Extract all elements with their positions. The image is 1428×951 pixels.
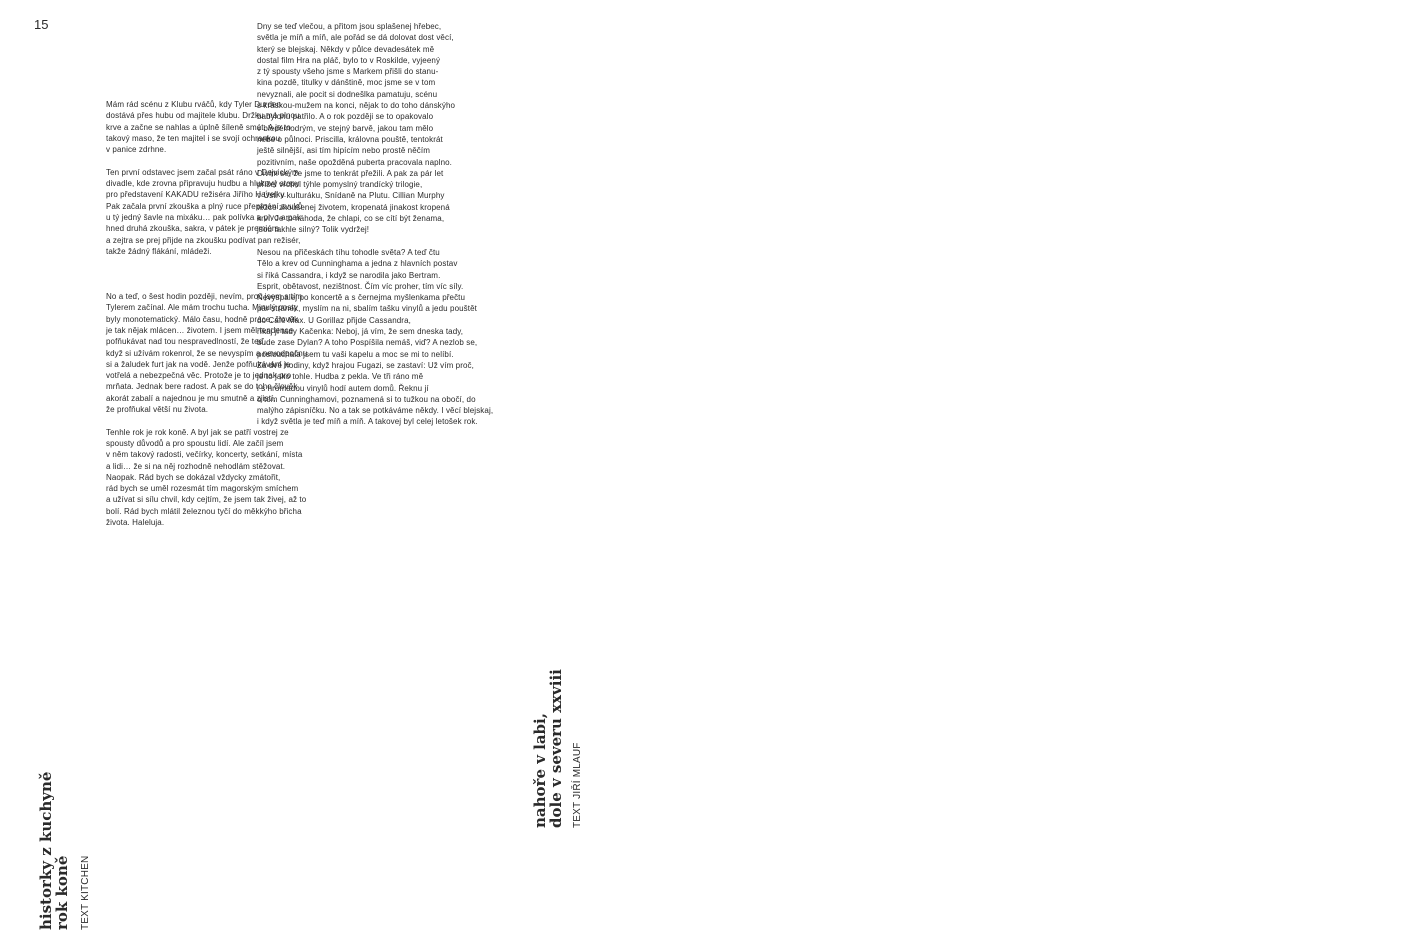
body-text-line: z tý spousty všeho jsme s Markem přišli do stanu-: [257, 67, 439, 77]
body-text-line: když si užívám rokenrol, že se nevyspím a nevodpočnu: [106, 348, 308, 358]
body-text-line: nebe o půlnoci. Priscilla, královna pouště, tentokrát: [257, 134, 443, 144]
body-text-line: pár stránek, myslím na ni, sbalím tašku vinylů a jedu pouštět: [257, 304, 477, 314]
body-text-line: o tom Cunninghamovi, poznamená si to tužkou na obočí, do: [257, 394, 476, 404]
body-text-line: malýho zápisníčku. No a tak se potkáváme někdy. I věcí blejskaj,: [257, 406, 494, 416]
body-text-line: s kráskou-mužem na konci, nějak to do toho dánskýho: [257, 101, 456, 111]
article-labi-title-line: dole v severu xxviii: [547, 669, 565, 828]
body-text-line: do Café Max. U Gorillaz přijde Cassandra,: [257, 315, 411, 325]
article-kitchen-body: [106, 99, 308, 528]
body-text-line: v bledémodrým, ve stejný barvě, jakou tam mělo: [257, 123, 434, 133]
body-text-line: dostal film Hra na pláč, bylo to v Roskilde, vyjeený: [257, 55, 441, 65]
body-text-line: bolí. Rád bych mlátil železnou tyčí do měkkýho břicha: [106, 506, 302, 516]
body-text-line: i s hromadou vinylů hodí autem domů. Řeknu jí: [257, 383, 429, 393]
body-text-line: poslouchala jsem tu vaši kapelu a moc se mi to nelíbí.: [257, 349, 454, 359]
article-labi-title: [532, 669, 564, 828]
body-text-line: Pak začala první zkouška a plný ruce přepínání zvuků: [106, 201, 303, 211]
article-labi-credit: TEXT JIŘÍ MLAUF: [572, 742, 583, 828]
body-text-line: světla je míň a míň, ale pořád se dá dolovat dost věcí,: [257, 33, 454, 43]
body-text-line: jsou takhle silný? Tolik vydržej!: [257, 225, 370, 235]
article-kitchen-title-line: historky z kuchyně: [37, 771, 55, 930]
body-text-line: hned druhá zkouška, sakra, v pátek je premiéra: [106, 224, 280, 234]
body-text-line: nevyznali, ale pocit si dodnešlka pamatuju, scénu: [257, 89, 438, 99]
body-text-line: a lidi… že si na něj rozhodně nehodlám stěžovat.: [106, 461, 286, 471]
page-number: 15: [34, 17, 49, 32]
body-text-line: spousty důvodů a pro spoustu lidí. Ale začíl jsem: [106, 438, 284, 448]
body-text-line: mrňata. Jednak bere radost. A pak se do toho člověk: [106, 382, 298, 392]
article-kitchen-title: [38, 772, 70, 930]
body-text-line: říkaj jí tady Kačenka: Neboj, já vím, že sem dneska tady,: [257, 327, 464, 337]
article-labi-title-line: nahoře v labi,: [531, 713, 549, 828]
body-text-line: Za dvě hodiny, když hrajou Fugazi, se zastaví: Už vím proč,: [257, 360, 474, 370]
body-text-line: přišel vrchol týhle pomyslný trandícký trilogie,: [257, 180, 423, 190]
body-text-line: [106, 155, 256, 166]
body-text-line: [106, 280, 256, 291]
body-text-line: krve a začne se nahlas a úplně šíleně smát. A je to: [106, 122, 291, 132]
body-text-line: [106, 415, 256, 426]
body-text-line: bude zase Dylan? A toho Pospíšila nemáš, viď? A nezlob se,: [257, 338, 478, 348]
body-text-line: těžce zkoušenej životem, kropenatá jinakost kropená: [257, 202, 450, 212]
body-text-line: Nesou na přičeskách tíhu tohodle světa? A teď čtu: [257, 247, 440, 257]
body-text-line: Tenhle rok je rok koně. A byl jak se patří vostrej ze: [106, 427, 289, 437]
article-kitchen-credit: TEXT KITCHEN: [80, 855, 91, 930]
body-text-line: je tak nějak mlácen… životem. I jsem měl tendence: [106, 325, 294, 335]
body-text-line: Ten první odstavec jsem začal psát ráno v Dejvickým: [106, 167, 299, 177]
body-text-line: divadle, kde zrovna připravuju hudbu a hlukový stopy: [106, 179, 300, 189]
body-text-line: [257, 236, 527, 247]
body-text-line: v Ústí v kulturáku, Snídaně na Plutu. Cillian Murphy: [257, 191, 445, 201]
body-text-line: Tělo a krev od Cunninghama a jedna z hlavních postav: [257, 259, 458, 269]
body-text-line: Naopak. Rád bych se dokázal vždycky zmátořit,: [106, 472, 281, 482]
body-text-line: si a žaludek furt jak na vodě. Jenže pofňukávání je: [106, 359, 291, 369]
body-text-line: krví. Je to náhoda, že chlapi, co se cítí být ženama,: [257, 214, 445, 224]
body-text-line: u tý jedný šavle na mixáku… pak polívka a pivo a pak: [106, 212, 302, 222]
body-text-line: takže žádný flákání, mládeži.: [106, 246, 212, 256]
body-text-line: kina pozdě, titulky v dánštině, moc jsme se v tom: [257, 78, 436, 88]
body-text-line: No a teď, o šest hodin později, nevím, proč jsem s tím: [106, 292, 303, 302]
body-text-line: rád bych se uměl rozesmát tím magorským smíchem: [106, 484, 299, 494]
body-text-line: který se blejskaj. Někdy v půlce devadesátek mě: [257, 44, 435, 54]
body-text-line: akorát zabalí a najednou je mu smutně a zjistí,: [106, 393, 276, 403]
body-text-line: pofňukávat nad tou nespravedlností, že teď,: [106, 337, 266, 347]
article-kitchen-title-line: rok koně: [53, 855, 71, 930]
body-text-line: si říká Cassandra, i když se narodila jako Bertram.: [257, 270, 441, 280]
body-text-line: a užívat si sílu chvil, kdy cejtím, že jsem tak živej, až to: [106, 495, 307, 505]
body-text-line: pro představení KAKADU režiséra Jiřího Havelky.: [106, 190, 287, 200]
body-text-line: života. Haleluja.: [106, 517, 165, 527]
body-text-line: takový maso, že ten majitel i se svojí ochrankou: [106, 133, 281, 143]
body-text-line: v něm takový radosti, večírky, koncerty, setkání, místa: [106, 450, 303, 460]
body-text-line: Nevyspalej po koncertě a s černejma myšlenkama přečtu: [257, 293, 466, 303]
body-text-line: a zejtra se prej přijde na zkoušku podívat pan režisér,: [106, 235, 301, 245]
body-text-line: i když světla je teď míň a míň. A takovej byl celej letošek rok.: [257, 417, 478, 427]
body-text-line: Esprit, obětavost, nezištnost. Čím víc proher, tím víc síly.: [257, 281, 464, 291]
body-text-line: babylonu patřilo. A o rok později se to opakovalo: [257, 112, 434, 122]
body-text-line: je to jako tohle. Hudba z pekla. Ve tři ráno mě: [257, 372, 424, 382]
body-text-line: Mám rád scénu z Klubu rváčů, kdy Tyler Durden: [106, 100, 282, 109]
body-text-line: [106, 257, 256, 268]
body-text-line: [106, 268, 256, 279]
body-text-line: Tylerem začínal. Ale mám trochu tucha. Minulý posty: [106, 303, 298, 313]
body-text-line: votřelá a nebezpečná věc. Protože je to jednak pro: [106, 371, 292, 381]
body-text-line: Dny se teď vlečou, a přitom jsou splašenej hřebec,: [257, 22, 442, 31]
body-text-line: v panice zdrhne.: [106, 145, 167, 155]
article-labi-body: [257, 21, 527, 428]
body-text-line: že profňukal větší nu života.: [106, 405, 209, 415]
body-text-line: Divím se, že jsme to tenkrát přežili. A pak za pár let: [257, 168, 444, 178]
body-text-line: dostává přes hubu od majitele klubu. Držku má plnou: [106, 111, 300, 121]
body-text-line: pozitivním, naše opožděná puberta pracovala naplno.: [257, 157, 453, 167]
body-text-line: ještě silnější, asi tím hipícím nebo prostě něčím: [257, 146, 430, 156]
body-text-line: byly monotematický. Málo času, hodně práce, člověk: [106, 314, 299, 324]
